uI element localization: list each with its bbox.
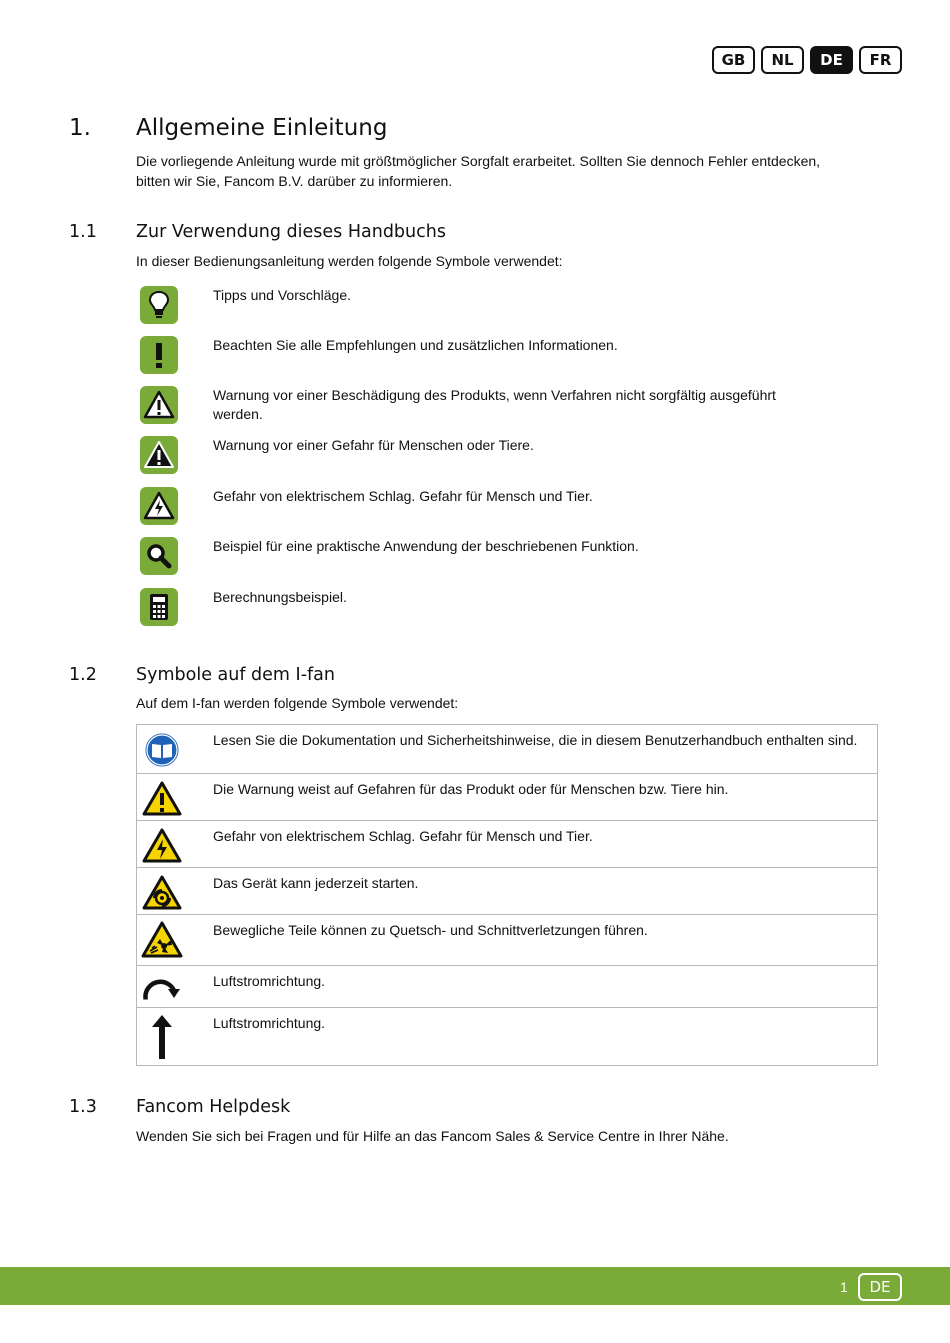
magnifier-icon [140, 537, 178, 575]
language-tab-de[interactable]: DE [810, 46, 853, 74]
electric-hazard-icon [141, 825, 183, 867]
warning-filled-icon [140, 436, 178, 474]
table-row [137, 867, 877, 914]
calculator-icon [140, 588, 178, 626]
section-1-text: Die vorliegende Anleitung wurde mit größtmöglicher Sorgfalt erarbeitet. Sollten Sie dennoch Fehler entdecken, bitten wir Sie, Fancom B.V. darüber zu informieren. [136, 153, 821, 189]
curved-arrow-icon [141, 968, 183, 1010]
language-tab-gb[interactable]: GB [712, 46, 755, 74]
table-row [137, 1007, 877, 1065]
symbol-description: Beachten Sie alle Empfehlungen und zusätzlichen Informationen. [213, 337, 618, 353]
automatic-start-icon [141, 872, 183, 914]
symbol-description: Beispiel für eine praktische Anwendung der beschriebenen Funktion. [213, 538, 639, 554]
section-1-3-text: Wenden Sie sich bei Fragen und für Hilfe an das Fancom Sales & Service Centre in Ihrer Nähe. [136, 1128, 729, 1144]
table-row [137, 773, 877, 820]
table-row [137, 820, 877, 867]
table-cell-description: Gefahr von elektrischem Schlag. Gefahr für Mensch und Tier. [213, 828, 593, 844]
table-cell-description: Das Gerät kann jederzeit starten. [213, 875, 419, 891]
fan-blade-hazard-icon [141, 919, 183, 961]
language-tabs [712, 46, 902, 74]
section-number: 1. [69, 115, 91, 141]
lightbulb-icon [140, 286, 178, 324]
footer-language-badge: DE [858, 1273, 902, 1301]
symbol-description: Tipps und Vorschläge. [213, 287, 352, 303]
language-tab-nl[interactable]: NL [761, 46, 804, 74]
symbol-description: Gefahr von elektrischem Schlag. Gefahr für Mensch und Tier. [213, 488, 593, 504]
table-cell-description: Luftstromrichtung. [213, 973, 326, 989]
read-manual-icon [141, 729, 183, 771]
section-title: Symbole auf dem I-fan [136, 665, 335, 685]
language-tab-fr[interactable]: FR [859, 46, 902, 74]
table-cell-description: Lesen Sie die Dokumentation und Sicherheitshinweise, die in diesem Benutzerhandbuch enthalten sind. [213, 732, 858, 748]
exclamation-icon [140, 336, 178, 374]
table-cell-description: Die Warnung weist auf Gefahren für das Produkt oder für Menschen bzw. Tiere hin. [213, 781, 729, 797]
page-number: 1 [840, 1279, 848, 1295]
section-number: 1.1 [69, 222, 97, 242]
table-row [137, 914, 877, 965]
section-number: 1.2 [69, 665, 97, 685]
table-cell-description: Luftstromrichtung. [213, 1015, 326, 1031]
section-title: Zur Verwendung dieses Handbuchs [136, 222, 446, 242]
section-number: 1.3 [69, 1097, 97, 1117]
warning-outline-icon [140, 386, 178, 424]
table-cell-description: Bewegliche Teile können zu Quetsch- und Schnittverletzungen führen. [213, 922, 648, 938]
footer-bar [0, 1267, 950, 1305]
symbol-description: Warnung vor einer Gefahr für Menschen oder Tiere. [213, 437, 534, 453]
table-row [137, 725, 877, 773]
section-title: Fancom Helpdesk [136, 1097, 291, 1117]
general-warning-icon [141, 778, 183, 820]
table-row [137, 965, 877, 1007]
symbol-description: Berechnungsbeispiel. [213, 589, 347, 605]
symbol-description: Warnung vor einer Beschädigung des Produkts, wenn Verfahren nicht sorgfältig ausgeführt werden. [213, 387, 776, 422]
section-1-1-intro: In dieser Bedienungsanleitung werden folgende Symbole verwendet: [136, 253, 563, 269]
section-title: Allgemeine Einleitung [136, 115, 388, 141]
electric-shock-icon [140, 487, 178, 525]
up-arrow-icon [141, 1012, 183, 1062]
ifan-symbol-table [136, 724, 878, 1066]
section-1-2-intro: Auf dem I-fan werden folgende Symbole verwendet: [136, 695, 459, 711]
